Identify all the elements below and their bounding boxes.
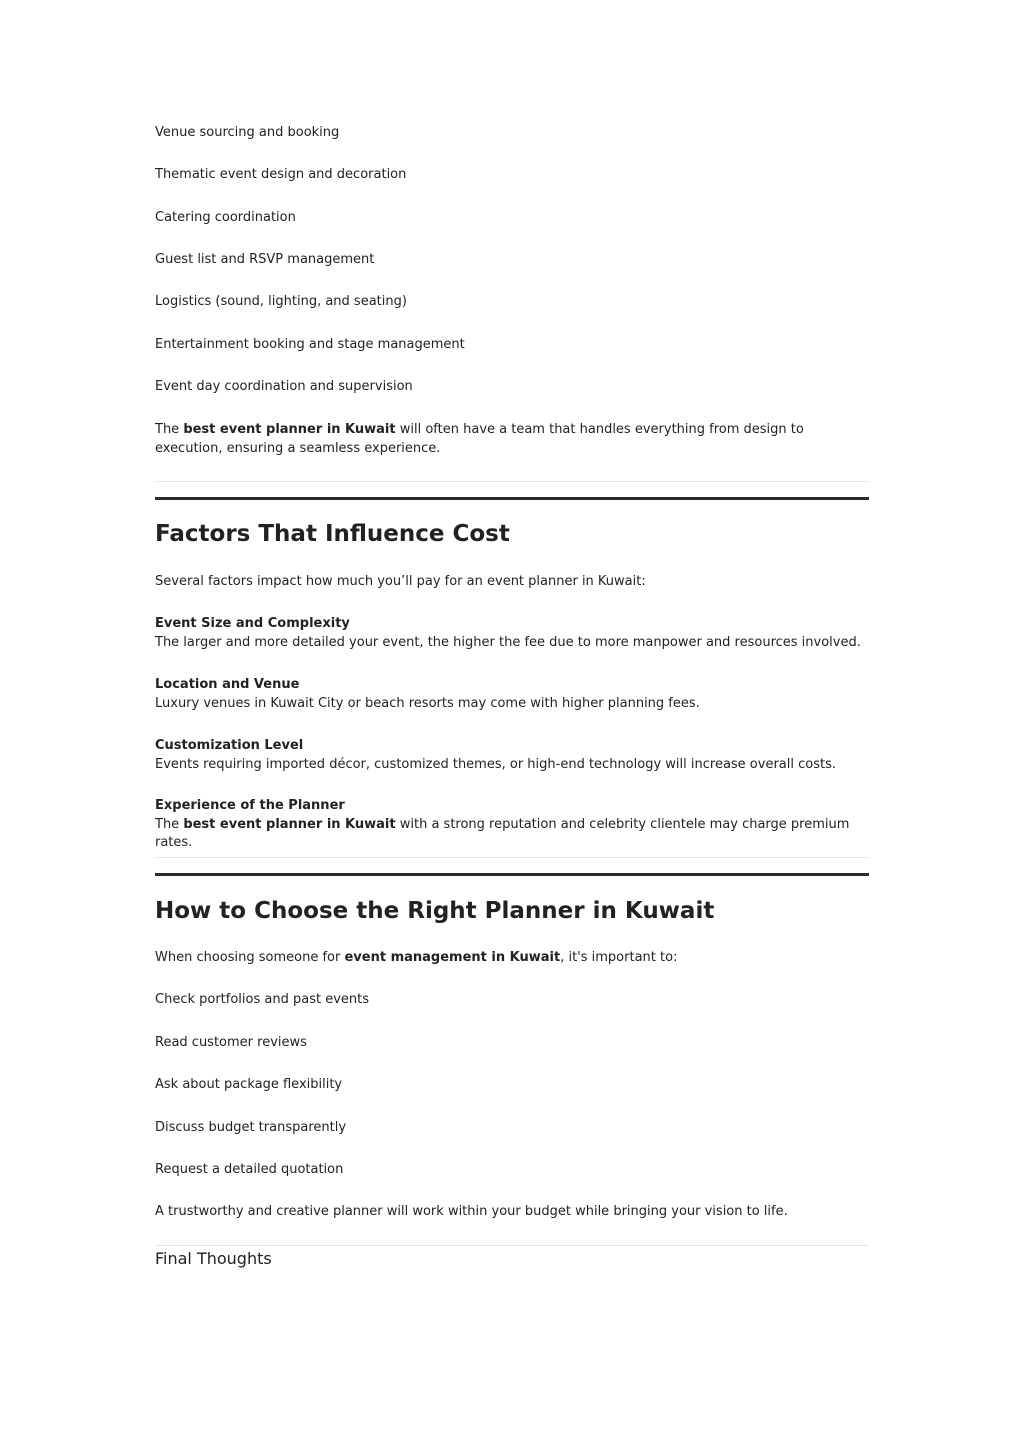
factor-item: [155, 797, 869, 853]
service-item: Logistics (sound, lighting, and seating): [155, 294, 407, 309]
choose-intro-before: When choosing someone for: [155, 950, 345, 965]
factor-title: Customization Level: [155, 738, 304, 753]
choose-intro: [155, 949, 869, 968]
section-divider: [155, 857, 869, 858]
section-divider: [155, 1245, 869, 1246]
choose-intro-bold: event management in Kuwait: [344, 950, 561, 965]
factor-bold-keyword: best event planner in Kuwait: [183, 816, 396, 832]
factor-text-before: The: [155, 816, 184, 832]
service-item: Catering coordination: [155, 210, 296, 225]
choose-closing: A trustworthy and creative planner will work within your budget while bringing your vision to life.: [155, 1204, 788, 1219]
factor-text: Events requiring imported décor, customized themes, or high-end technology will increase overall costs.: [155, 756, 836, 772]
factor-title: Experience of the Planner: [155, 798, 345, 813]
factor-text: The larger and more detailed your event, the higher the fee due to more manpower and resources involved.: [155, 634, 861, 650]
service-item: Venue sourcing and booking: [155, 125, 340, 140]
factor-title: Event Size and Complexity: [155, 616, 350, 631]
service-item: Guest list and RSVP management: [155, 252, 375, 267]
heading-rule: [155, 497, 869, 500]
tip-item: Request a detailed quotation: [155, 1162, 344, 1177]
service-item: Entertainment booking and stage management: [155, 337, 465, 352]
tip-item: Read customer reviews: [155, 1035, 307, 1050]
service-item: Event day coordination and supervision: [155, 379, 413, 394]
summary-text-before: The: [155, 422, 184, 437]
services-summary-paragraph: [155, 421, 869, 458]
tip-item: Ask about package flexibility: [155, 1077, 343, 1092]
factors-intro: Several factors impact how much you’ll pay for an event planner in Kuwait:: [155, 574, 646, 589]
factor-title: Location and Venue: [155, 677, 300, 692]
factor-item: [155, 676, 869, 713]
tip-item: Check portfolios and past events: [155, 992, 369, 1007]
heading-rule: [155, 873, 869, 876]
final-thoughts-heading: Final Thoughts: [155, 1249, 272, 1268]
factor-text-after: with a strong reputation and celebrity clientele may charge premium rates.: [155, 816, 850, 850]
section-divider: [155, 481, 869, 482]
tip-item: Discuss budget transparently: [155, 1120, 347, 1135]
summary-bold-keyword: best event planner in Kuwait: [183, 422, 396, 437]
factors-heading: Factors That Influence Cost: [155, 521, 510, 547]
choose-heading: How to Choose the Right Planner in Kuwait: [155, 898, 715, 924]
factor-item: [155, 615, 869, 652]
service-item: Thematic event design and decoration: [155, 167, 407, 182]
factor-item: [155, 737, 869, 774]
choose-intro-after: , it's important to:: [560, 950, 678, 965]
summary-text-after: will often have a team that handles everything from design to execution, ensuring a seamless experience.: [155, 422, 804, 456]
factor-text: Luxury venues in Kuwait City or beach resorts may come with higher planning fees.: [155, 695, 700, 711]
